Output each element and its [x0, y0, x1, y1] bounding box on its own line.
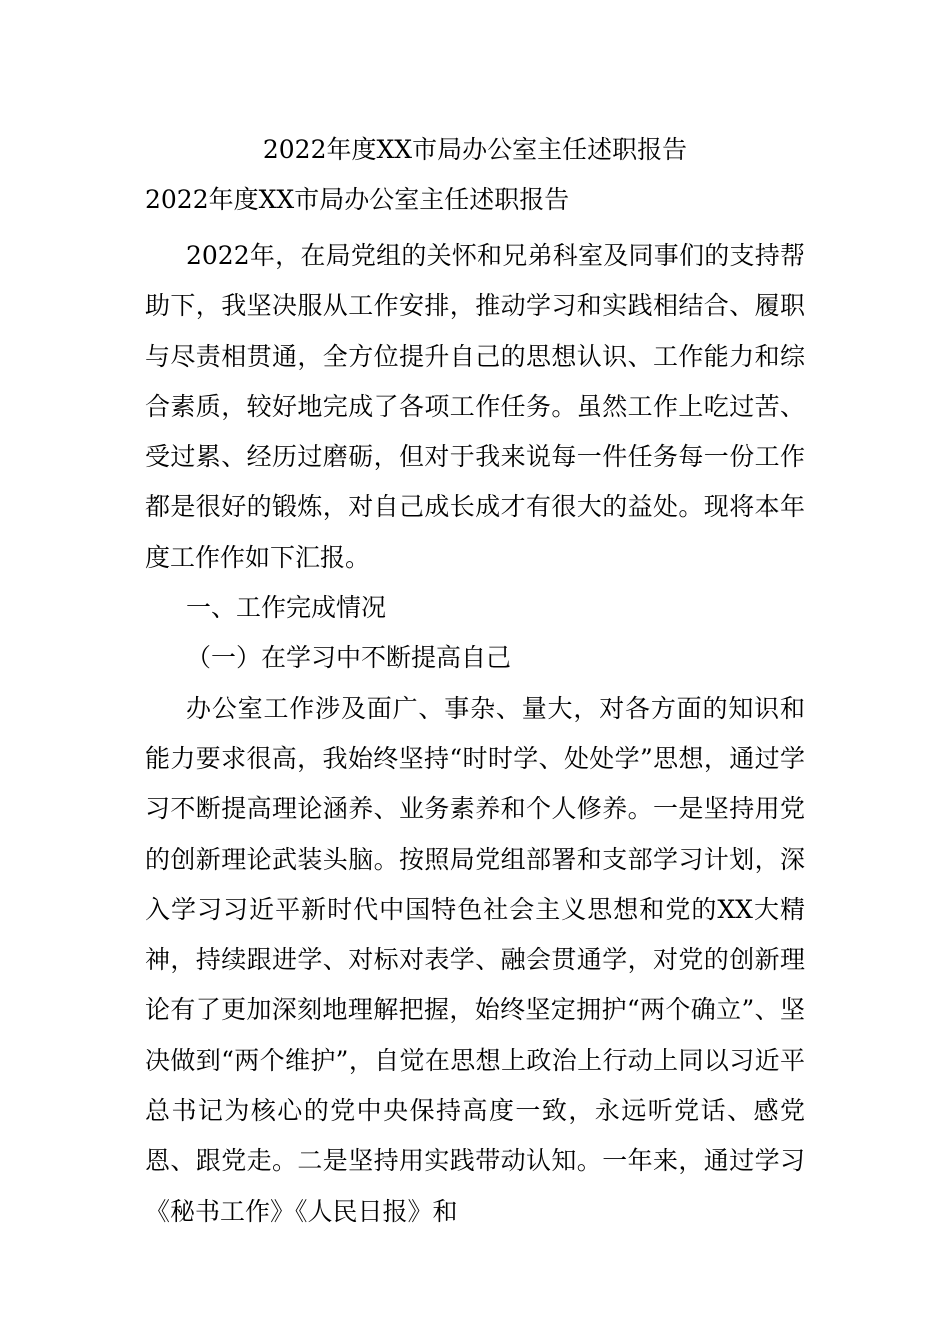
- document-body: [145, 231, 805, 1237]
- document-subtitle: 2022年度XX市局办公室主任述职报告: [145, 185, 570, 214]
- intro-paragraph: 2022年，在局党组的关怀和兄弟科室及同事们的支持帮助下，我坚决服从工作安排，推动学习和实践相结合、履职与尽责相贯通，全方位提升自己的思想认识、工作能力和综合素质，较好地完成了各项工作任务。虽然工作上吃过苦、受过累、经历过磨砺，但对于我来说每一件任务每一份工作都是很好的锻炼，对自己成长成才有很大的益处。现将本年度工作作如下汇报。: [145, 241, 805, 572]
- document-title: 2022年度XX市局办公室主任述职报告: [262, 135, 688, 164]
- section-heading: 一、工作完成情况: [186, 593, 387, 623]
- body-paragraph: 办公室工作涉及面广、事杂、量大，对各方面的知识和能力要求很高，我始终坚持“时时学、处处学”思想，通过学习不断提高理论涵养、业务素养和个人修养。一是坚持用党的创新理论武装头脑。按照局党组部署和支部学习计划，深入学习习近平新时代中国特色社会主义思想和党的XX大精神，持续跟进学、对标对表学、融会贯通学，对党的创新理论有了更加深刻地理解把握，始终坚定拥护“两个确立”、坚决做到“两个维护”，自觉在思想上政治上行动上同以习近平总书记为核心的党中央保持高度一致，永远听党话、感党恩、跟党走。二是坚持用实践带动认知。一年来，通过学习《秘书工作》《人民日报》和: [145, 693, 805, 1226]
- subsection-heading: （一）在学习中不断提高自己: [186, 643, 512, 673]
